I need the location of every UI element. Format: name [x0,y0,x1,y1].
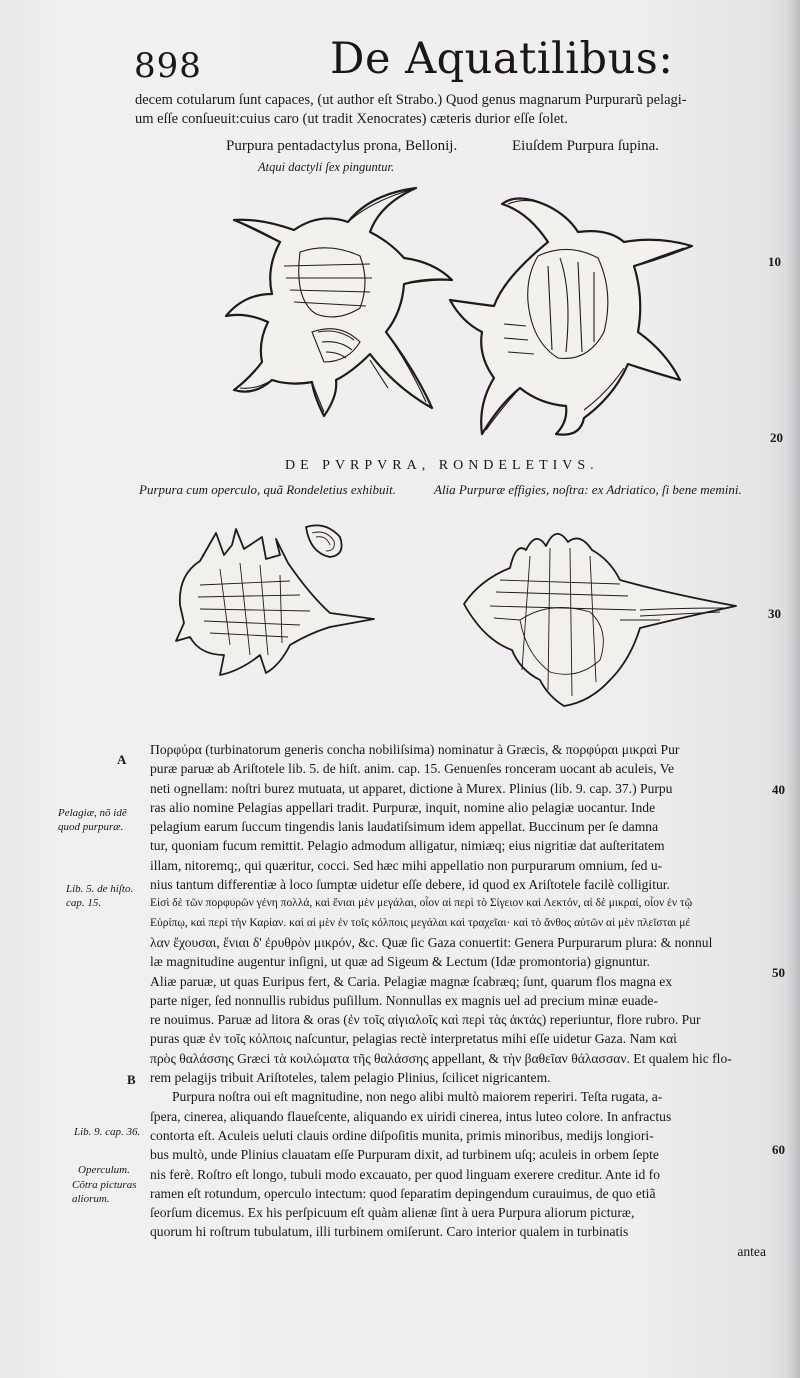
text-line: nius tantum differentiæ à loco ſumptæ uidetur eſſe debere, id quod ex Ariſtotele facilè colligitur. [150,877,670,893]
text-line: ſeorſum dicemus. Ex his perſpicuum eſt quàm alienæ ſint à uera Purpura aliorum picturæ, [150,1205,635,1221]
margin-note: Cõtra picturas aliorum. [72,1179,137,1205]
text-line: pelagium earum ſuccum tingendis lanis laudatiſsimum idem appellat. Buccinum per ſe damna [150,819,659,835]
section-letter: B [127,1072,136,1087]
text-line: tur, quoniam fucum remittit. Pelagio admodum alligatur, nimiæq; eius nigritiæ dat auſteritatem [150,838,665,854]
body-text [150,740,776,1261]
figure-caption-operculum: Purpura cum operculo, quã Rondeletius exhibuit. [139,482,396,497]
catchword: antea [737,1243,766,1259]
text-line: puræ paruæ ab Ariſtotele lib. 5. de hiſt. anim. cap. 15. Genuenſes ronceram uocant ab aculeis, Ve [150,761,675,777]
margin-note: Pelagiæ, nõ idẽ quod purpuræ. [58,807,127,833]
intro-line: decem cotularum ſunt capaces, (ut author eſt Strabo.) Quod genus magnarum Purpurarũ pelagi- [135,92,687,108]
text-line: contorta eſt. Aculeis ueluti clauis ordine diſpoſitis munita, primis minoribus, medijs longiori- [150,1127,654,1143]
line-number: 30 [768,606,781,621]
text-line: ras alio nomine Pelagias appellari tradit. Purpuræ, inquit, nomine alio pelagiæ uocantur. Inde [150,799,656,815]
figure-caption-adriatic: Alia Purpuræ effigies, noſtra: ex Adriatico, ſi bene memini. [434,482,742,497]
text-line: ramen eſt rotundum, operculo intectum: quod ſeparatim depingendum curauimus, de quo etiã [150,1185,656,1201]
text-line: λαν ἔχουσαι, ἔνιαι δ' ἐρυθρὸν μικρόν, &c. Quæ ſic Gaza conuertit: Genera Purpurarum plura: & nonnul [150,934,713,950]
line-number: 50 [772,965,785,980]
text-line: quorum hi roſtrum tubulatum, illi turbinem omiſerunt. Caro interior qualem in turbinatis [150,1224,629,1240]
margin-note: Operculum. [78,1164,130,1176]
text-line: parte niger, ſed nonnullis rubidus puſillum. Nonnullas ex magnis uel ad precium minæ euade- [150,992,658,1008]
figure-caption-supina: Eiuſdem Purpura ſupina. [512,138,660,154]
text-line: puras quæ ἐν τοῖς κόλποις naſcuntur, pelagias rectè interpretatus mihi eſſe uidetur Gaza. Nam καὶ [150,1031,677,1047]
line-number: 40 [772,782,785,797]
intro-line: um eſſe conſueuit:cuius caro (ut tradit Xenocrates) cæteris durior eſſe ſolet. [135,111,568,127]
text-line: nis ferè. Roſtro eſt longo, tubuli modo excauato, per quod linguam exerere creditur. Ante id fo [150,1166,661,1182]
text-line: læ magnitudine augentur inſigni, ut quæ ad Sigeum & Lectum (Idæ promontoria) gignuntur. [150,954,650,970]
text-line: illam, nitoremq;, qui quæritur, cocci. Sed hæc mihi appellatio non purpurarum omnium, ſed u- [150,857,663,873]
text-line: ſpera, cinerea, aliquando flaueſcente, aliquando ex uiridi cinerea, intus luteo colore. In anfractus [150,1108,672,1124]
page-gutter-shadow [786,0,800,1378]
line-number: 20 [770,430,783,445]
text-line: neti ognellam: noſtri burez mutuata, ut apparet, dictione à Murex. Plinius (lib. 9. cap. 37.) Purpu [150,780,673,796]
text-line: bus multò, unde Plinius clauatam eſſe Purpuram dixit, ad turbinem uſq; aculeis in orbem ſepte [150,1147,659,1163]
text-line: re nouimus. Paruæ ad litora & oras (ἐν τοῖς αἰγιαλοῖς καὶ περὶ τὰς ἀκτάς) reperiuntur, flore rubro. Pur [150,1012,701,1028]
text-line: Εὐρίπῳ, καὶ περὶ τὴν Καρίαν. καὶ αἱ μὲν ἐν τοῖς κόλποις μεγάλαι καὶ τραχεῖαι· καὶ τὸ ἄνθος αὐτῶν αἱ μὲν πλεῖσται μέ [150,916,691,929]
margin-note: Lib. 5. de hiſto. cap. 15. [66,883,134,909]
page-number: 898 [134,46,202,86]
text-line: πρὸς θαλάσσης Græci τὰ κοιλώματα τῆς θαλάσσης appellant, & τὴν βαθεῖαν θάλασσαν. Et qualem hic flo- [150,1050,732,1066]
purpura-supina-illustration [448,182,698,442]
text-line: Aliæ paruæ, ut quas Euripus fert, & Caria. Pelagiæ magnæ ſcabræq; ſunt, quarum flos magna ex [150,973,673,989]
figure-caption-prona: Purpura pentadactylus prona, Bellonij. [226,138,458,154]
text-line: Πορφύρα (turbinatorum generis concha nobiliſsima) nominatur à Græcis, & πορφύραι μικραὶ Pur [150,742,680,757]
purpura-prona-illustration [220,182,460,422]
section-letter: A [117,752,127,767]
margin-note: Lib. 9. cap. 36. [74,1126,141,1138]
line-number: 10 [768,254,781,269]
text-line: Εἰσὶ δὲ τῶν πορφυρῶν γένη πολλά, καὶ ἔνιαι μὲν μεγάλαι, οἷον αἱ περὶ τὸ Σίγειον καὶ Λεκτόν, αἱ δὲ μικραί, οἷον ἐν τῷ [150,897,693,910]
section-heading: DE PVRPVRA, RONDELETIVS. [285,458,599,473]
text-line: Purpura noſtra oui eſt magnitudine, non nego alibi multò maiorem reperiri. Teſta rugata, a- [172,1089,663,1105]
figure-note: Atqui dactyli ſex pinguntur. [258,160,395,174]
purpura-adriatic-illustration [460,520,740,710]
purpura-operculum-illustration [170,515,385,680]
text-line: rem pelagijs tribuit Ariſtoteles, talem pelagio Plinius, ſcilicet nigricantem. [150,1070,551,1086]
running-title: De Aquatilibus: [330,34,674,84]
line-number: 60 [772,1142,785,1157]
